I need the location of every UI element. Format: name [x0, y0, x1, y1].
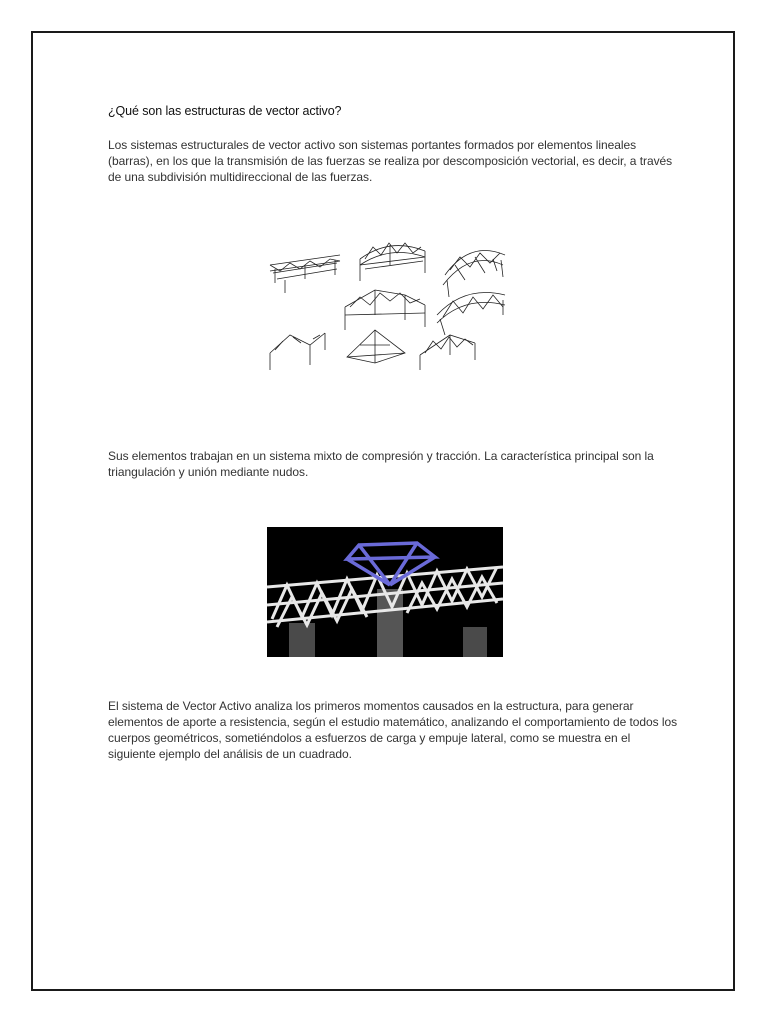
truss-sketch-7: [347, 330, 405, 363]
truss-sketch-4: [345, 290, 425, 330]
truss-sketch-5: [437, 293, 505, 336]
truss-sketch-6: [270, 333, 325, 370]
paragraph-vector-analysis: El sistema de Vector Activo analiza los primeros momentos causados en la estructura, para generar elementos de aporte a resistencia, según el estudio matemático, analizando el comportamiento de todos los cuerpos geométricos, sometiéndolos a esfuerzos de carga y empuje lateral, como se muestra en el siguiente ejemplo del análisis de un cuadrado.: [108, 699, 678, 761]
truss-sketch-8: [420, 335, 475, 370]
truss-sketch-3: [443, 251, 505, 298]
paragraph-intro: Los sistemas estructurales de vector activo son sistemas portantes formados por elementos lineales (barras), en los que la transmisión de las fuerzas se realiza por descomposición vectorial, es decir, a través de una subdivisión multidireccional de las fuerzas.: [108, 138, 673, 184]
page-heading: ¿Qué son las estructuras de vector activo?: [108, 104, 342, 118]
column-left: [289, 623, 315, 657]
space-frame-render: [267, 527, 503, 657]
document-page: [31, 31, 735, 991]
column-right: [463, 627, 487, 657]
truss-structures-illustration: [265, 235, 510, 375]
paragraph-compression-traction: Sus elementos trabajan en un sistema mixto de compresión y tracción. La característica principal son la triangulación y unión mediante nudos.: [108, 449, 654, 479]
truss-sketch-2: [360, 243, 425, 281]
truss-sketch-1: [270, 255, 340, 293]
